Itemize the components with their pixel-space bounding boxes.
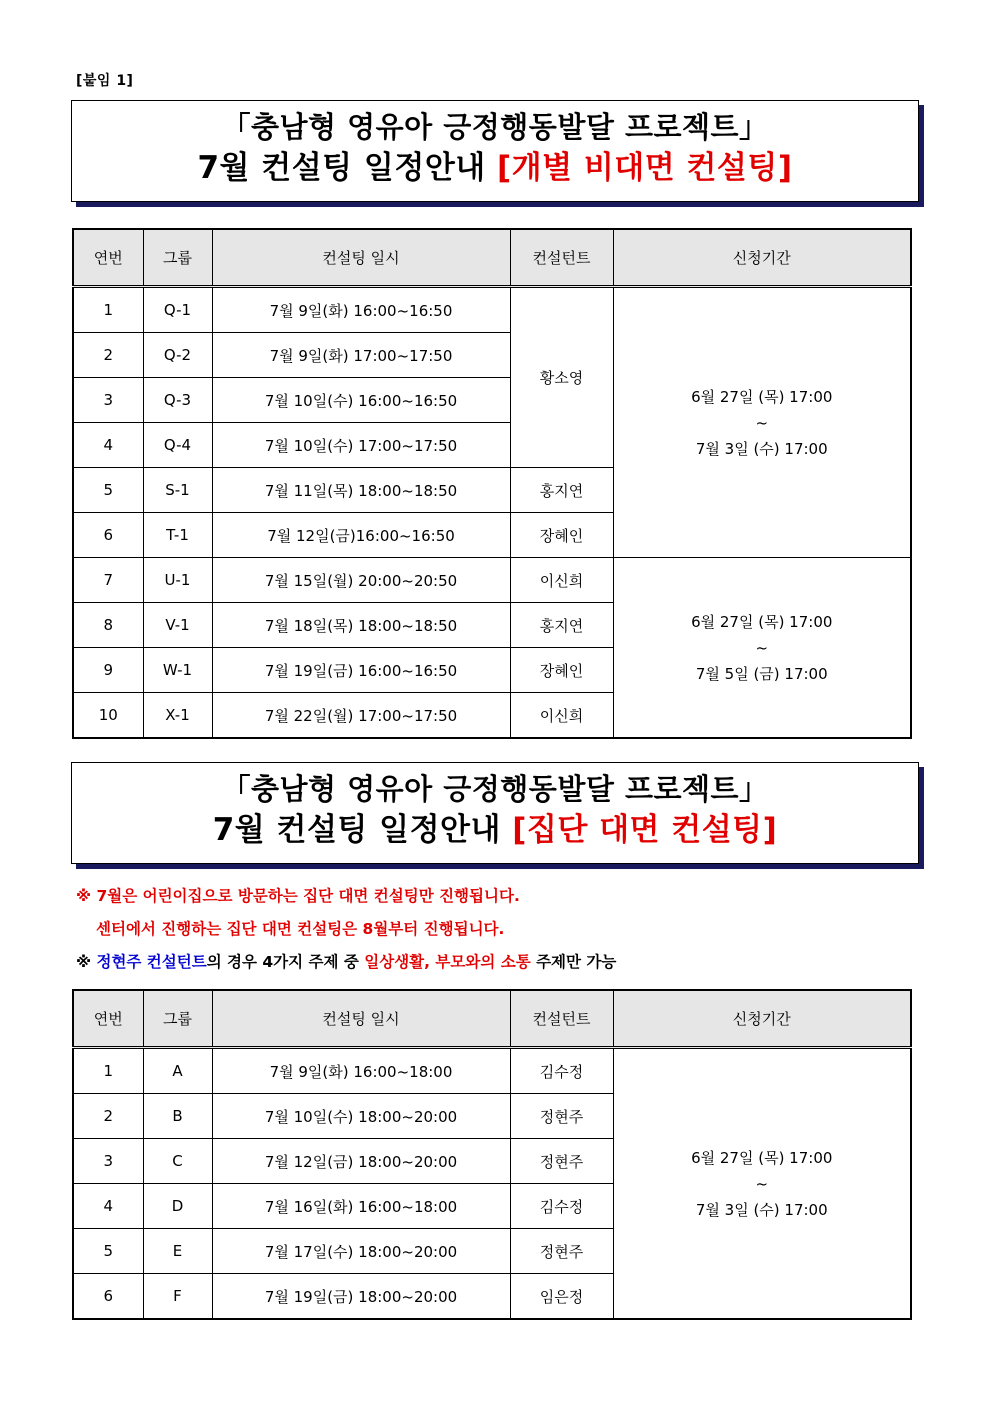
cell-group: B bbox=[143, 1094, 212, 1139]
notes-block bbox=[76, 880, 616, 979]
cell-group: Q-4 bbox=[143, 423, 212, 468]
period-start: 6월 27일 (목) 17:00 bbox=[691, 387, 833, 406]
note2-topics: 일상생활, 부모와의 소통 bbox=[364, 953, 531, 971]
table-header-row bbox=[73, 229, 911, 287]
note1-line1: ※ 7월은 어린이집으로 방문하는 집단 대면 컨설팅만 진행됩니다. bbox=[76, 887, 520, 905]
cell-no: 2 bbox=[73, 333, 143, 378]
cell-no: 8 bbox=[73, 603, 143, 648]
cell-group: V-1 bbox=[143, 603, 212, 648]
cell-datetime: 7월 16일(화) 16:00~18:00 bbox=[212, 1184, 510, 1229]
section1-title-line1: 「충남형 영유아 긍정행동발달 프로젝트」 bbox=[221, 110, 769, 144]
cell-datetime: 7월 17일(수) 18:00~20:00 bbox=[212, 1229, 510, 1274]
cell-datetime: 7월 10일(수) 16:00~16:50 bbox=[212, 378, 510, 423]
note2 bbox=[76, 946, 616, 979]
cell-consultant: 정현주 bbox=[510, 1139, 613, 1184]
cell-no: 6 bbox=[73, 1274, 143, 1320]
cell-datetime: 7월 12일(금)16:00~16:50 bbox=[212, 513, 510, 558]
period-start: 6월 27일 (목) 17:00 bbox=[691, 1148, 833, 1167]
cell-group: Q-1 bbox=[143, 287, 212, 333]
section1-title-line2 bbox=[72, 147, 918, 189]
cell-consultant: 정현주 bbox=[510, 1094, 613, 1139]
cell-group: F bbox=[143, 1274, 212, 1320]
cell-datetime: 7월 15일(월) 20:00~20:50 bbox=[212, 558, 510, 603]
cell-group: Q-3 bbox=[143, 378, 212, 423]
section2-title-line1: 「충남형 영유아 긍정행동발달 프로젝트」 bbox=[221, 772, 769, 806]
cell-consultant: 이신희 bbox=[510, 693, 613, 739]
note2-name: 정현주 컨설턴트 bbox=[96, 953, 207, 971]
cell-no: 1 bbox=[73, 1048, 143, 1094]
period-sep: ~ bbox=[755, 1174, 769, 1193]
table-row bbox=[73, 1048, 911, 1094]
cell-group: C bbox=[143, 1139, 212, 1184]
cell-consultant: 홍지연 bbox=[510, 603, 613, 648]
cell-no: 9 bbox=[73, 648, 143, 693]
cell-group: S-1 bbox=[143, 468, 212, 513]
cell-no: 6 bbox=[73, 513, 143, 558]
cell-group: X-1 bbox=[143, 693, 212, 739]
header-group: 그룹 bbox=[143, 229, 212, 287]
cell-period bbox=[613, 1048, 911, 1320]
cell-datetime: 7월 9일(화) 16:00~18:00 bbox=[212, 1048, 510, 1094]
cell-consultant: 정현주 bbox=[510, 1229, 613, 1274]
cell-no: 2 bbox=[73, 1094, 143, 1139]
individual-schedule-table bbox=[72, 228, 912, 739]
section2-title-prefix: 7월 컨설팅 일정안내 bbox=[212, 812, 513, 848]
cell-no: 4 bbox=[73, 423, 143, 468]
cell-datetime: 7월 9일(화) 16:00~16:50 bbox=[212, 287, 510, 333]
header-period: 신청기간 bbox=[613, 229, 911, 287]
cell-consultant-merged: 황소영 bbox=[510, 287, 613, 468]
section2-title-line2 bbox=[72, 809, 918, 851]
cell-no: 5 bbox=[73, 1229, 143, 1274]
period-end: 7월 3일 (수) 17:00 bbox=[695, 439, 828, 458]
cell-no: 10 bbox=[73, 693, 143, 739]
header-consultant: 컨설턴트 bbox=[510, 229, 613, 287]
period-sep: ~ bbox=[755, 413, 769, 432]
cell-datetime: 7월 10일(수) 18:00~20:00 bbox=[212, 1094, 510, 1139]
note2-mid: 의 경우 4가지 주제 중 bbox=[206, 953, 365, 971]
header-no: 연번 bbox=[73, 990, 143, 1048]
cell-period-a bbox=[613, 287, 911, 558]
cell-no: 4 bbox=[73, 1184, 143, 1229]
cell-datetime: 7월 22일(월) 17:00~17:50 bbox=[212, 693, 510, 739]
period-sep: ~ bbox=[755, 638, 769, 657]
period-end: 7월 3일 (수) 17:00 bbox=[695, 1200, 828, 1219]
period-start: 6월 27일 (목) 17:00 bbox=[691, 612, 833, 631]
cell-no: 5 bbox=[73, 468, 143, 513]
cell-datetime: 7월 19일(금) 16:00~16:50 bbox=[212, 648, 510, 693]
cell-datetime: 7월 10일(수) 17:00~17:50 bbox=[212, 423, 510, 468]
cell-consultant: 김수정 bbox=[510, 1184, 613, 1229]
cell-no: 3 bbox=[73, 378, 143, 423]
cell-period-b bbox=[613, 558, 911, 739]
table-header-row bbox=[73, 990, 911, 1048]
group-schedule-table bbox=[72, 989, 912, 1320]
header-group: 그룹 bbox=[143, 990, 212, 1048]
cell-consultant: 김수정 bbox=[510, 1048, 613, 1094]
cell-datetime: 7월 18일(목) 18:00~18:50 bbox=[212, 603, 510, 648]
cell-group: Q-2 bbox=[143, 333, 212, 378]
section2-title-highlight: [집단 대면 컨설팅] bbox=[512, 812, 778, 848]
cell-group: D bbox=[143, 1184, 212, 1229]
cell-no: 7 bbox=[73, 558, 143, 603]
cell-datetime: 7월 9일(화) 17:00~17:50 bbox=[212, 333, 510, 378]
note1-line2: 센터에서 진행하는 집단 대면 컨설팅은 8월부터 진행됩니다. bbox=[96, 920, 505, 938]
header-datetime: 컨설팅 일시 bbox=[212, 990, 510, 1048]
section1-title-highlight: [개별 비대면 컨설팅] bbox=[497, 150, 793, 186]
period-end: 7월 5일 (금) 17:00 bbox=[695, 664, 828, 683]
cell-consultant: 장혜인 bbox=[510, 513, 613, 558]
cell-group: E bbox=[143, 1229, 212, 1274]
header-consultant: 컨설턴트 bbox=[510, 990, 613, 1048]
cell-group: U-1 bbox=[143, 558, 212, 603]
cell-group: A bbox=[143, 1048, 212, 1094]
cell-datetime: 7월 11일(목) 18:00~18:50 bbox=[212, 468, 510, 513]
section1-title-prefix: 7월 컨설팅 일정안내 bbox=[197, 150, 497, 186]
section1-title-box bbox=[71, 100, 919, 202]
attachment-label: [붙임 1] bbox=[76, 73, 134, 89]
table-row bbox=[73, 287, 911, 333]
cell-no: 1 bbox=[73, 287, 143, 333]
note2-mark: ※ bbox=[76, 953, 97, 971]
cell-consultant: 홍지연 bbox=[510, 468, 613, 513]
cell-group: W-1 bbox=[143, 648, 212, 693]
header-datetime: 컨설팅 일시 bbox=[212, 229, 510, 287]
cell-no: 3 bbox=[73, 1139, 143, 1184]
cell-datetime: 7월 12일(금) 18:00~20:00 bbox=[212, 1139, 510, 1184]
section2-title-box bbox=[71, 762, 919, 864]
header-no: 연번 bbox=[73, 229, 143, 287]
note2-end: 주제만 가능 bbox=[530, 953, 617, 971]
table-row bbox=[73, 558, 911, 603]
cell-consultant: 임은정 bbox=[510, 1274, 613, 1320]
header-period: 신청기간 bbox=[613, 990, 911, 1048]
cell-group: T-1 bbox=[143, 513, 212, 558]
cell-consultant: 장혜인 bbox=[510, 648, 613, 693]
cell-consultant: 이신희 bbox=[510, 558, 613, 603]
cell-datetime: 7월 19일(금) 18:00~20:00 bbox=[212, 1274, 510, 1320]
